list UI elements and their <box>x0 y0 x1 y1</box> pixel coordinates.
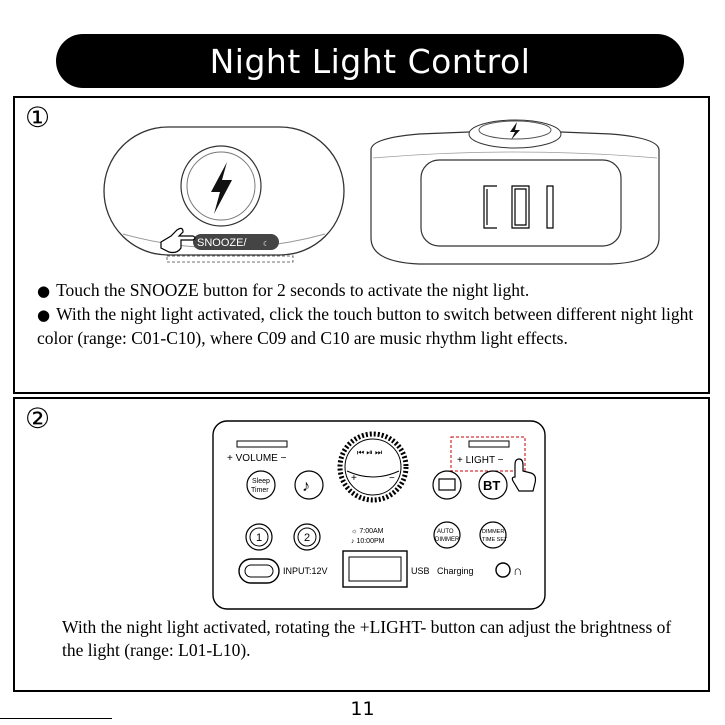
section-1-frame <box>13 96 710 394</box>
volume-dial <box>340 434 406 500</box>
dimmer-label-2: DIMMER <box>482 529 505 535</box>
device-top-view <box>101 122 366 272</box>
charging-label: Charging <box>437 566 474 576</box>
input-label: INPUT:12V <box>283 566 328 576</box>
svg-text:+: + <box>351 473 357 484</box>
light-label: + LIGHT − <box>457 455 504 466</box>
section-number: ② <box>25 402 51 435</box>
auto-label: AUTO <box>437 529 454 535</box>
headphone-icon: ∩ <box>513 563 523 578</box>
bullet-icon: ● <box>37 306 51 324</box>
alarm2-label: 2 <box>304 532 311 544</box>
footer-rule <box>0 718 112 719</box>
alarm-time-2: ♪ 10:00PM <box>351 538 385 545</box>
section-number: ① <box>25 101 51 134</box>
timer-label: Timer <box>251 487 269 494</box>
device-front-view <box>359 110 671 276</box>
time-set-label: TIME SET <box>482 537 508 543</box>
page-number: 11 <box>350 698 375 720</box>
section-2-frame <box>13 397 710 692</box>
svg-text:⏮ ⏯ ⏭: ⏮ ⏯ ⏭ <box>357 448 383 457</box>
alarm1-label: 1 <box>256 532 263 544</box>
svg-text:−: − <box>389 473 395 484</box>
volume-label: + VOLUME − <box>227 453 287 464</box>
page-title: Night Light Control <box>209 41 531 81</box>
control-panel <box>211 419 547 611</box>
svg-text:☾: ☾ <box>263 241 270 248</box>
title-banner <box>56 34 684 88</box>
bullet-item: ● With the night light activated, click the touch button to switch between different night light color (range: C01-C10), where C09 and C10 are music rhythm light effects. <box>37 304 694 348</box>
music-note-icon: ♪ <box>302 478 310 495</box>
sleep-label: Sleep <box>252 478 270 485</box>
usb-label: USB <box>411 566 430 576</box>
snooze-label: SNOOZE/ <box>197 237 247 249</box>
dimmer-label: DIMMER <box>435 537 460 543</box>
section-1-text <box>37 279 697 350</box>
alarm-time-1: ☼ 7:00AM <box>351 528 384 535</box>
bullet-icon: ● <box>37 282 51 300</box>
bt-label: BT <box>483 478 501 493</box>
section-2-text: With the night light activated, rotating the +LIGHT- button can adjust the brightness of the light (range: L01-L10). <box>62 617 672 660</box>
bullet-item: ● Touch the SNOOZE button for 2 seconds to activate the night light. <box>37 280 530 300</box>
